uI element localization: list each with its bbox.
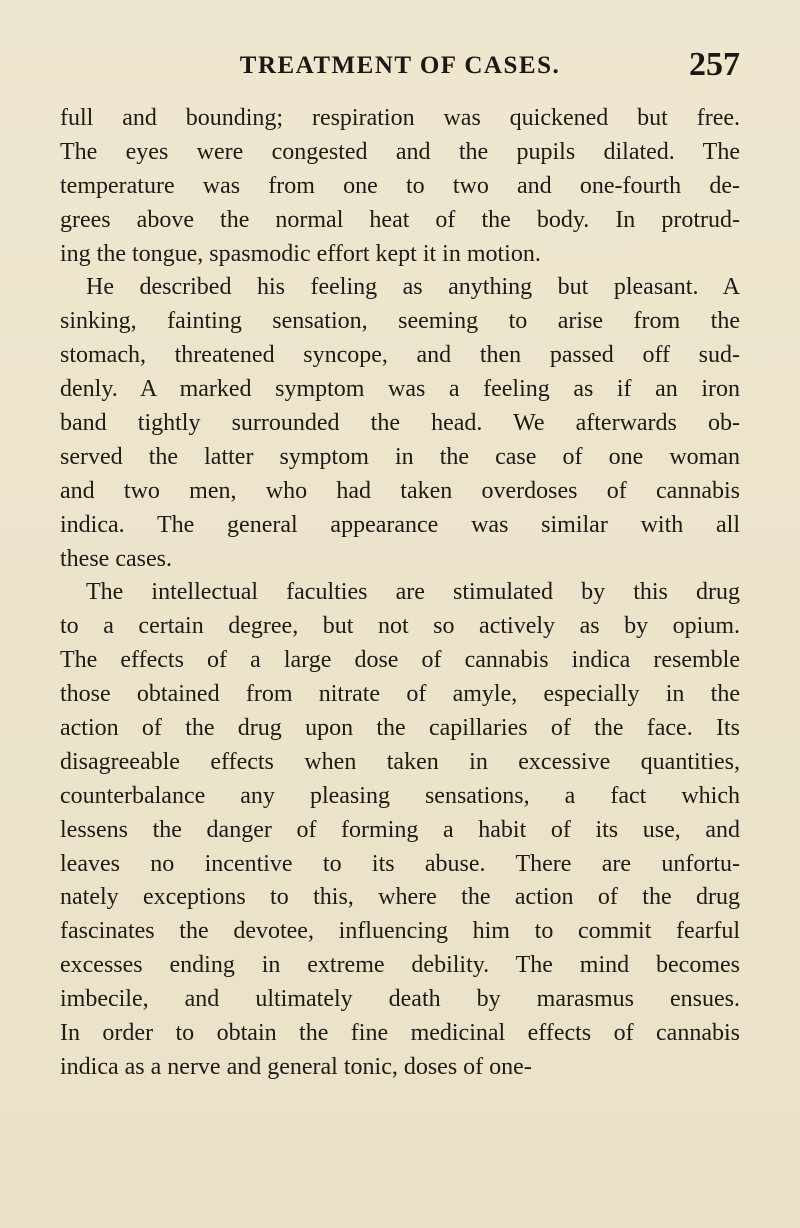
text-line: temperature was from one to two and one-fourth de- (60, 172, 740, 199)
text-line: fascinates the devotee, influencing him to commit fearful (60, 918, 740, 945)
text-line: full and bounding; respiration was quickened but free. (60, 105, 740, 131)
page-number: 257 (689, 46, 740, 83)
text-line: The effects of a large dose of cannabis indica resemble (60, 647, 740, 674)
text-line: stomach, threatened syncope, and then passed off sud- (60, 342, 740, 369)
running-title: TREATMENT OF CASES. (239, 52, 561, 79)
text-line: and two men, who had taken overdoses of cannabis (60, 477, 740, 504)
text-line: grees above the normal heat of the body. In protrud- (60, 206, 740, 233)
text-line: denly. A marked symptom was a feeling as if an iron (60, 376, 740, 403)
text-line: imbecile, and ultimately death by marasmus ensues. (60, 986, 740, 1013)
text-line: action of the drug upon the capillaries of the face. Its (60, 715, 740, 742)
text-line: leaves no incentive to its abuse. There are unfortu- (60, 850, 740, 877)
text-line: nately exceptions to this, where the action of the drug (60, 884, 740, 911)
text-line: served the latter symptom in the case of one woman (60, 443, 740, 470)
text-line: to a certain degree, but not so actively as by opium. (60, 613, 740, 640)
paragraph-first-line: The intellectual faculties are stimulated by this drug (86, 579, 740, 606)
text-line: sinking, fainting sensation, seeming to arise from the (60, 308, 740, 335)
text-line: In order to obtain the fine medicinal effects of cannabis (60, 1020, 740, 1047)
text-line: The eyes were congested and the pupils dilated. The (60, 138, 740, 165)
text-line: indica. The general appearance was similar with all (60, 511, 740, 538)
text-line: these cases. (60, 545, 172, 572)
running-head (60, 46, 740, 86)
text-line: counterbalance any pleasing sensations, a fact which (60, 782, 740, 809)
text-line: lessens the danger of forming a habit of its use, and (60, 816, 740, 843)
text-line: disagreeable effects when taken in excessive quantities, (60, 748, 740, 775)
paragraph-first-line: He described his feeling as anything but pleasant. A (86, 274, 740, 301)
text-line: indica as a nerve and general tonic, doses of one- (60, 1053, 532, 1080)
text-line: ing the tongue, spasmodic effort kept it in motion. (60, 240, 541, 267)
text-line: those obtained from nitrate of amyle, especially in the (60, 681, 740, 708)
body-text (60, 102, 740, 1085)
text-line: excesses ending in extreme debility. The mind becomes (60, 952, 740, 979)
text-line: band tightly surrounded the head. We afterwards ob- (60, 410, 740, 437)
